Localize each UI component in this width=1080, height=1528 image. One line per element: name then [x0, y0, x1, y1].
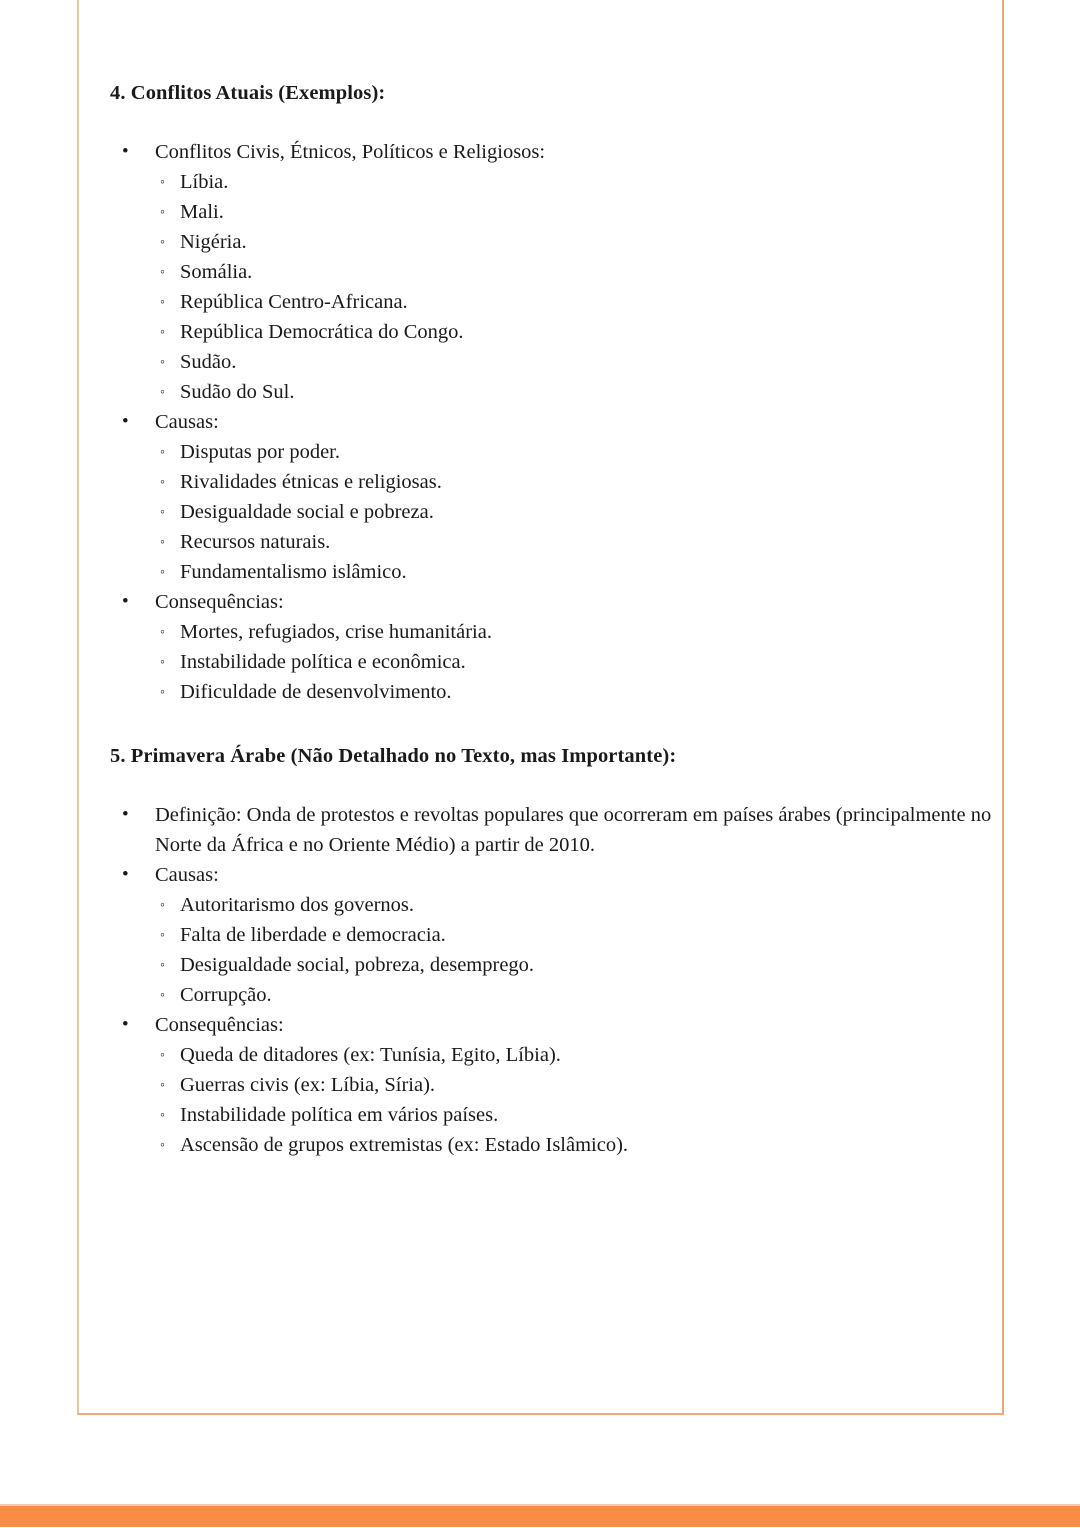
bullet-circle-icon: ◦	[160, 898, 165, 913]
list-item-label: Consequências:	[155, 591, 284, 613]
list-item-label: Falta de liberdade e democracia.	[180, 924, 446, 946]
list-item-label: Mortes, refugiados, crise humanitária.	[180, 621, 492, 643]
list-item	[122, 860, 1004, 890]
list-item	[160, 950, 1004, 980]
list-item	[160, 557, 1004, 587]
sublist	[110, 167, 1004, 407]
bullet-circle-icon: ◦	[160, 655, 165, 670]
bullet-circle-icon: ◦	[160, 265, 165, 280]
bullet-circle-icon: ◦	[160, 475, 165, 490]
bullet-circle-icon: ◦	[160, 1138, 165, 1153]
list-item	[160, 167, 1004, 197]
list-item	[160, 677, 1004, 707]
list-item	[160, 497, 1004, 527]
list-item	[160, 317, 1004, 347]
bullet-circle-icon: ◦	[160, 175, 165, 190]
list-item-label: Desigualdade social e pobreza.	[180, 501, 434, 523]
bullet-circle-icon: ◦	[160, 385, 165, 400]
list-item	[160, 1040, 1004, 1070]
definition-text: Definição: Onda de protestos e revoltas populares que ocorreram em países árabes (principalmente no Norte da África e no Oriente Médio) a partir de 2010.	[155, 804, 992, 856]
list-item-label: Ascensão de grupos extremistas (ex: Estado Islâmico).	[180, 1134, 629, 1156]
list-item	[160, 467, 1004, 497]
list-item-label: Desigualdade social, pobreza, desemprego.	[180, 954, 535, 976]
list-item	[160, 980, 1004, 1010]
list-item-label: Nigéria.	[180, 231, 247, 253]
list-item-label: Dificuldade de desenvolvimento.	[180, 681, 452, 703]
spacer	[110, 771, 1004, 800]
bullet-disc-icon: •	[122, 591, 129, 612]
bullet-disc-icon: •	[122, 141, 129, 162]
list-item	[160, 920, 1004, 950]
list-item-label: Consequências:	[155, 1014, 284, 1036]
list-item-label: Instabilidade política em vários países.	[180, 1104, 499, 1126]
section-5-list	[110, 800, 1004, 1160]
list-item	[122, 407, 1004, 437]
list-item-label: Sudão do Sul.	[180, 381, 295, 403]
list-item-label: Somália.	[180, 261, 253, 283]
list-item	[160, 257, 1004, 287]
list-item-label: Guerras civis (ex: Líbia, Síria).	[180, 1074, 436, 1096]
list-item-label: República Democrática do Congo.	[180, 321, 464, 343]
definition-item	[122, 800, 1004, 860]
spacer	[110, 707, 1004, 741]
list-item	[160, 377, 1004, 407]
list-item-label: Causas:	[155, 864, 219, 886]
bullet-circle-icon: ◦	[160, 1048, 165, 1063]
bullet-circle-icon: ◦	[160, 565, 165, 580]
list-item-label: Queda de ditadores (ex: Tunísia, Egito, Líbia).	[180, 1044, 561, 1066]
list-item	[160, 1100, 1004, 1130]
list-item-label: Sudão.	[180, 351, 237, 373]
bullet-circle-icon: ◦	[160, 445, 165, 460]
list-item-label: Conflitos Civis, Étnicos, Políticos e Religiosos:	[155, 141, 546, 163]
list-item	[160, 347, 1004, 377]
bullet-circle-icon: ◦	[160, 505, 165, 520]
spacer	[110, 108, 1004, 137]
list-item	[160, 647, 1004, 677]
bullet-circle-icon: ◦	[160, 928, 165, 943]
list-item-label: Causas:	[155, 411, 219, 433]
list-item	[160, 227, 1004, 257]
bullet-disc-icon: •	[122, 804, 129, 825]
bullet-circle-icon: ◦	[160, 325, 165, 340]
bullet-circle-icon: ◦	[160, 535, 165, 550]
list-item	[160, 527, 1004, 557]
bullet-circle-icon: ◦	[160, 958, 165, 973]
list-item-label: Disputas por poder.	[180, 441, 340, 463]
list-item-label: Mali.	[180, 201, 224, 223]
list-item	[160, 287, 1004, 317]
bullet-circle-icon: ◦	[160, 988, 165, 1003]
list-item	[160, 437, 1004, 467]
bullet-disc-icon: •	[122, 1014, 129, 1035]
list-item	[160, 197, 1004, 227]
bullet-disc-icon: •	[122, 864, 129, 885]
sublist	[110, 437, 1004, 587]
list-item	[122, 137, 1004, 167]
list-item	[160, 1070, 1004, 1100]
sublist	[110, 1040, 1004, 1160]
bullet-circle-icon: ◦	[160, 205, 165, 220]
section-heading-4: 4. Conflitos Atuais (Exemplos):	[110, 82, 386, 104]
sublist	[110, 617, 1004, 707]
list-item	[122, 1010, 1004, 1040]
section-4-list	[110, 137, 1004, 707]
bullet-circle-icon: ◦	[160, 685, 165, 700]
list-item	[160, 1130, 1004, 1160]
bullet-circle-icon: ◦	[160, 625, 165, 640]
bullet-circle-icon: ◦	[160, 235, 165, 250]
bullet-circle-icon: ◦	[160, 295, 165, 310]
list-item-label: Rivalidades étnicas e religiosas.	[180, 471, 442, 493]
list-item-label: República Centro-Africana.	[180, 291, 408, 313]
list-item-label: Instabilidade política e econômica.	[180, 651, 466, 673]
bullet-disc-icon: •	[122, 411, 129, 432]
list-item	[160, 617, 1004, 647]
list-item-label: Recursos naturais.	[180, 531, 331, 553]
bullet-circle-icon: ◦	[160, 1078, 165, 1093]
sublist	[110, 890, 1004, 1010]
bullet-circle-icon: ◦	[160, 1108, 165, 1123]
section-heading-5: 5. Primavera Árabe (Não Detalhado no Texto, mas Importante):	[110, 745, 677, 767]
list-item-label: Autoritarismo dos governos.	[180, 894, 415, 916]
list-item	[160, 890, 1004, 920]
bullet-circle-icon: ◦	[160, 355, 165, 370]
footer-accent-bar	[0, 1504, 1080, 1527]
list-item	[122, 587, 1004, 617]
list-item-label: Líbia.	[180, 171, 229, 193]
list-item-label: Fundamentalismo islâmico.	[180, 561, 407, 583]
list-item-label: Corrupção.	[180, 984, 272, 1006]
